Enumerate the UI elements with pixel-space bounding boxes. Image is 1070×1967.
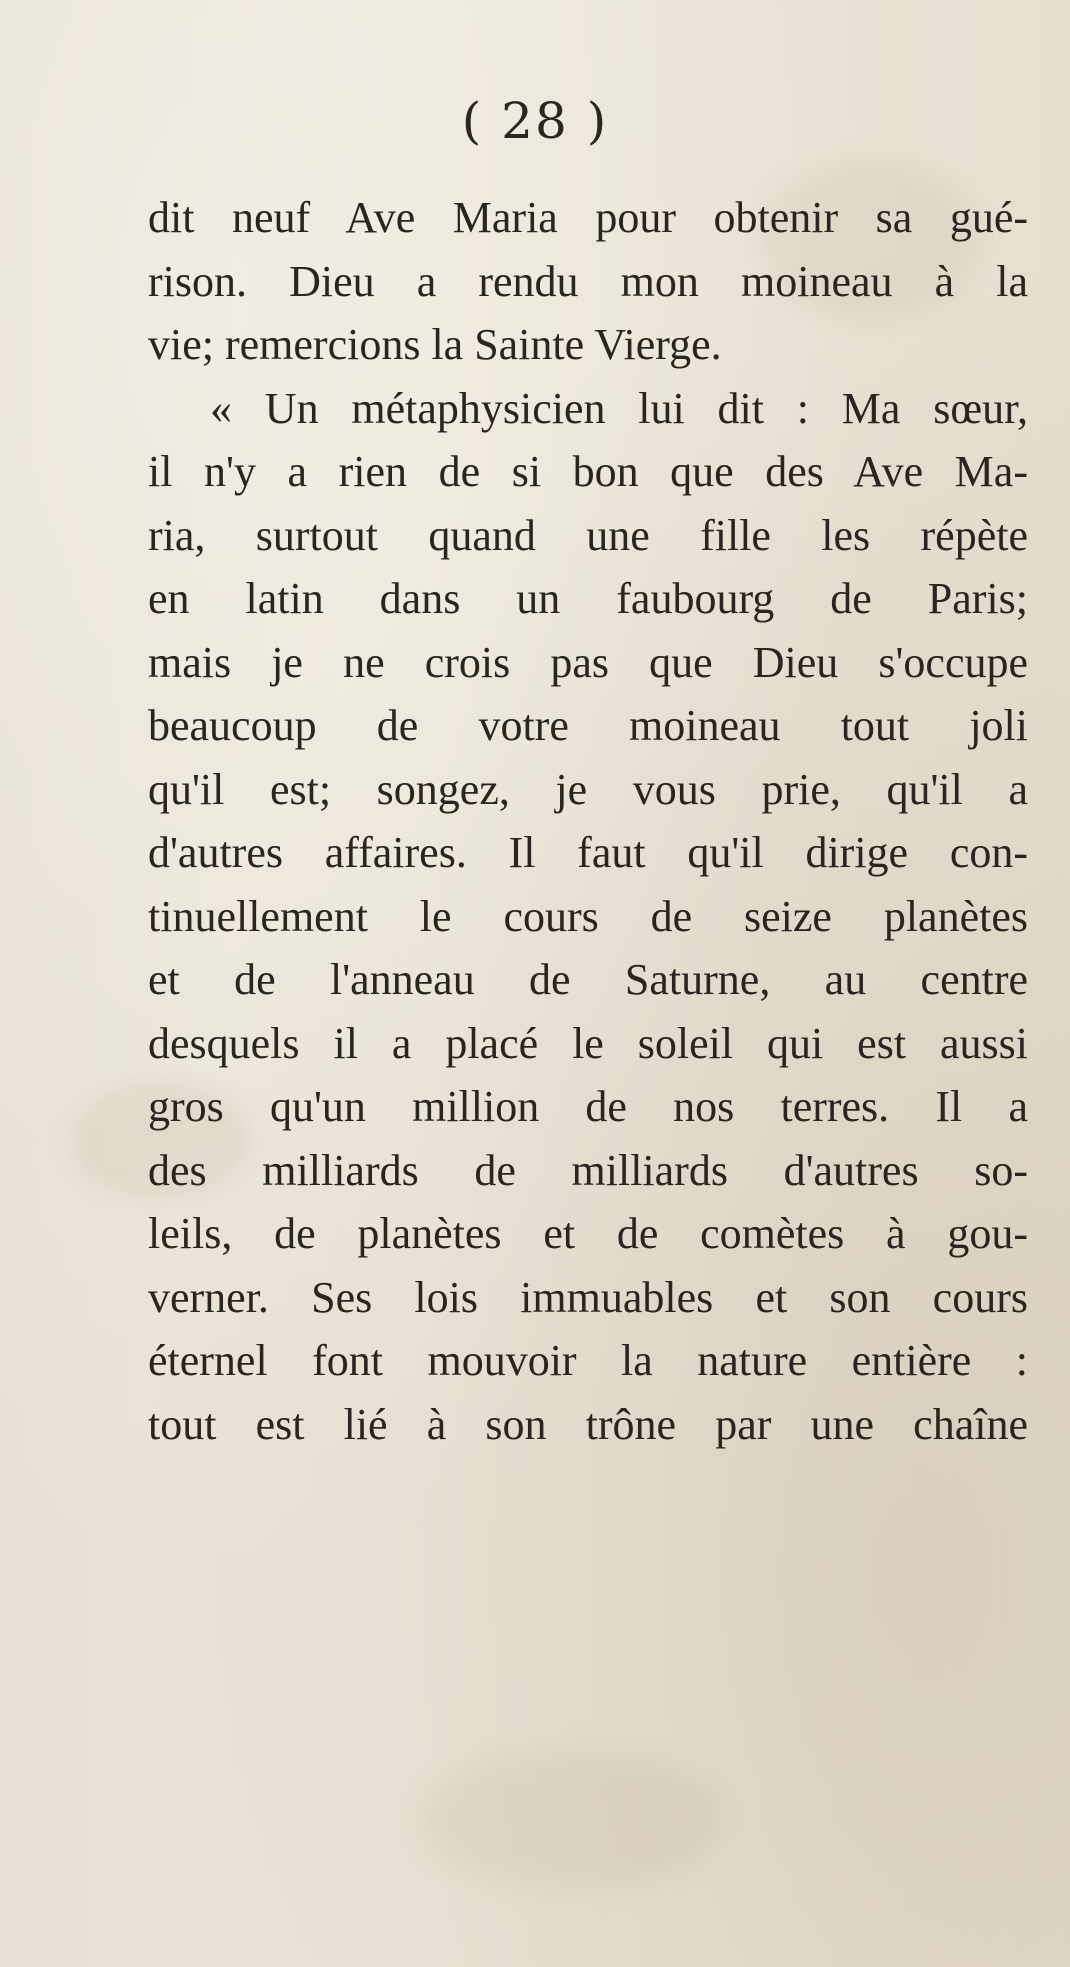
text-line: leils, de planètes et de comètes à gou- (148, 1209, 1028, 1258)
text-line: il n'y a rien de si bon que des Ave Ma- (148, 447, 1028, 496)
text-line: desquels il a placé le soleil qui est aussi (148, 1018, 1028, 1068)
text-line: beaucoup de votre moineau tout joli (148, 701, 1028, 750)
paper-stain (420, 1750, 720, 1890)
text-line: dit neuf Ave Maria pour obtenir sa gué- (148, 193, 1028, 242)
text-line: vie; remercions la Sainte Vierge. (148, 320, 722, 369)
text-line: éternel font mouvoir la nature entière : (148, 1336, 1028, 1385)
text-line: ria, surtout quand une fille les répète (148, 510, 1028, 560)
text-line: mais je ne crois pas que Dieu s'occupe (148, 637, 1028, 687)
text-line: gros qu'un million de nos terres. Il a (148, 1082, 1028, 1131)
text-line: en latin dans un faubourg de Paris; (148, 574, 1028, 623)
text-line: qu'il est; songez, je vous prie, qu'il a (148, 764, 1028, 814)
text-line: verner. Ses lois immuables et son cours (148, 1272, 1028, 1322)
page-number: ( 28 ) (461, 92, 609, 150)
body-text (148, 186, 1028, 1456)
text-line: et de l'anneau de Saturne, au centre (148, 955, 1028, 1004)
text-line: tinuellement le cours de seize planètes (148, 891, 1028, 941)
text-line: d'autres affaires. Il faut qu'il dirige con- (148, 828, 1028, 877)
text-line: tout est lié à son trône par une chaîne (148, 1399, 1028, 1449)
text-line: rison. Dieu a rendu mon moineau à la (148, 256, 1028, 306)
text-line: « Un métaphysicien lui dit : Ma sœur, (210, 383, 1028, 433)
text-line: des milliards de milliards d'autres so- (148, 1145, 1028, 1195)
